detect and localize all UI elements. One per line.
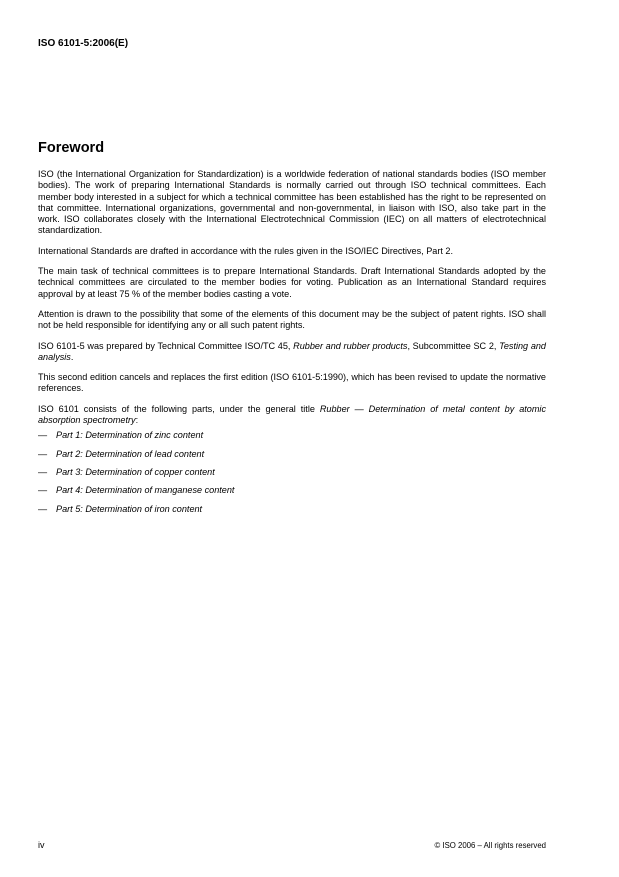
paragraph-main-task: The main task of technical committees is to prepare International Standards. Draft International Standards adopted by the technical committees are circulated to the member bodies for voting. Publication as an International Standard requires approval by at least 75 % of the member bodies casting a vote.: [38, 266, 546, 299]
list-item: [38, 449, 546, 460]
part-title: Part 3: Determination of copper content: [56, 466, 215, 477]
paragraph-edition-note: This second edition cancels and replaces the first edition (ISO 6101-5:1990), which has been revised to update the normative references.: [38, 372, 546, 394]
part-title: Part 4: Determination of manganese content: [56, 485, 235, 496]
prepared-by-text: ISO 6101-5 was prepared by Technical Committee ISO/TC 45,: [38, 340, 294, 351]
paragraph-iso-intro: ISO (the International Organization for Standardization) is a worldwide federation of national standards bodies (ISO member bodies). The work of preparing International Standards is normally carried out through ISO technical committees. Each member body interested in a subject for which a technical committee has been established has the right to be represented on that committee. International organizations, governmental and non-governmental, in liaison with ISO, also take part in the work. ISO collaborates closely with the International Electrotechnical Commission (IEC) on all matters of electrotechnical standardization.: [38, 169, 546, 236]
subcommittee-title: Testing and analysis: [38, 340, 546, 362]
list-item: [38, 467, 546, 478]
document-id: ISO 6101-5:2006(E): [38, 38, 129, 49]
paragraph-patent-notice: Attention is drawn to the possibility that some of the elements of this document may be the subject of patent rights. ISO shall not be held responsible for identifying any or all such patent rights.: [38, 308, 546, 331]
general-title: Rubber — Determination of metal content by atomic absorption spectrometry: [38, 403, 546, 426]
foreword-section: [38, 140, 546, 522]
committee-title: Rubber and rubber products: [293, 340, 408, 351]
list-dash: —: [38, 448, 48, 459]
part-title: Part 1: Determination of zinc content: [56, 430, 204, 441]
list-item: [38, 504, 546, 515]
parts-intro-end: :: [135, 415, 139, 426]
parts-list: [38, 430, 546, 514]
list-dash: —: [38, 485, 48, 496]
page-title: Foreword: [38, 140, 105, 156]
part-title: Part 2: Determination of lead content: [56, 448, 205, 459]
page-number: iv: [38, 840, 45, 850]
paragraph-prepared-by: [38, 341, 546, 364]
prepared-by-end: .: [70, 351, 74, 362]
part-title: Part 5: Determination of iron content: [56, 503, 203, 514]
list-dash: —: [38, 503, 48, 514]
parts-intro-text: ISO 6101 consists of the following parts, under the general title: [38, 403, 320, 414]
subcommittee-text: , Subcommittee SC 2,: [407, 340, 500, 351]
copyright-notice: © ISO 2006 – All rights reserved: [434, 841, 546, 850]
list-dash: —: [38, 430, 48, 441]
list-dash: —: [38, 466, 48, 477]
paragraph-drafting-rules: International Standards are drafted in accordance with the rules given in the ISO/IEC Directives, Part 2.: [38, 245, 453, 256]
paragraph-parts-intro: [38, 404, 546, 427]
list-item: [38, 430, 546, 441]
list-item: [38, 485, 546, 496]
